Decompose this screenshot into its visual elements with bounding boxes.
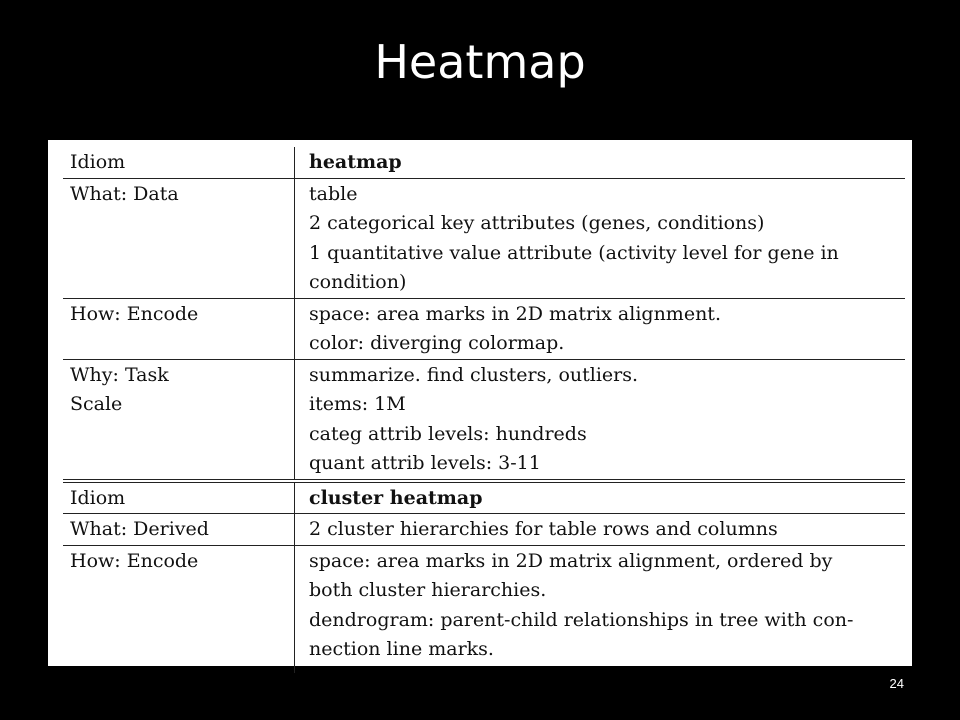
heatmap-why-label-scale: Scale — [70, 393, 123, 415]
cluster-what-value — [295, 514, 906, 546]
heatmap-what-line: table — [309, 182, 358, 205]
cluster-how-row — [63, 545, 905, 673]
cluster-how-label: How: Encode — [63, 545, 295, 673]
heatmap-what-line: condition) — [309, 271, 407, 293]
heatmap-idiom-row — [63, 147, 905, 178]
slide-title: Heatmap — [374, 35, 586, 89]
heatmap-why-label-task: Why: Task — [70, 363, 169, 386]
heatmap-why-value — [295, 359, 906, 481]
heatmap-idiom-label: Idiom — [70, 151, 126, 173]
heatmap-why-line: quant attrib levels: 3-11 — [309, 452, 541, 474]
cluster-how-line: space: area marks in 2D matrix alignment, ordered by — [309, 549, 833, 572]
heatmap-idiom-value: heatmap — [295, 147, 906, 178]
heatmap-how-row — [63, 298, 905, 359]
heatmap-why-label — [63, 359, 295, 481]
heatmap-how-line: space: area marks in 2D matrix alignment. — [309, 302, 721, 325]
cluster-idiom-row — [63, 481, 905, 514]
heatmap-how-line: color: diverging colormap. — [309, 332, 565, 354]
cluster-what-row — [63, 514, 905, 546]
cluster-what-line: 2 cluster hierarchies for table rows and columns — [309, 518, 778, 540]
cluster-how-value — [295, 545, 906, 673]
cluster-how-line: both cluster hierarchies. — [309, 579, 547, 601]
cluster-how-line: nection line marks. — [309, 638, 494, 660]
heatmap-what-label: What: Data — [63, 178, 295, 298]
page-number: 24 — [889, 676, 904, 691]
heatmap-how-label: How: Encode — [63, 298, 295, 359]
heatmap-what-value — [295, 178, 906, 298]
cluster-how-line: dendrogram: parent-child relationships in tree with con- — [309, 608, 854, 631]
heatmap-why-line: summarize. find clusters, outliers. — [309, 363, 639, 386]
cluster-idiom-label: Idiom — [63, 481, 295, 514]
heatmap-how-value — [295, 298, 906, 359]
idiom-table-panel — [48, 140, 912, 666]
heatmap-what-row — [63, 178, 905, 298]
heatmap-why-line: categ attrib levels: hundreds — [309, 422, 587, 445]
idiom-table — [63, 147, 905, 673]
heatmap-why-row — [63, 359, 905, 481]
cluster-what-label: What: Derived — [63, 514, 295, 546]
heatmap-what-line: 1 quantitative value attribute (activity level for gene in — [309, 241, 839, 264]
heatmap-what-line: 2 categorical key attributes (genes, conditions) — [309, 212, 765, 234]
cluster-idiom-value: cluster heatmap — [295, 481, 906, 514]
heatmap-why-line: items: 1M — [309, 393, 406, 415]
